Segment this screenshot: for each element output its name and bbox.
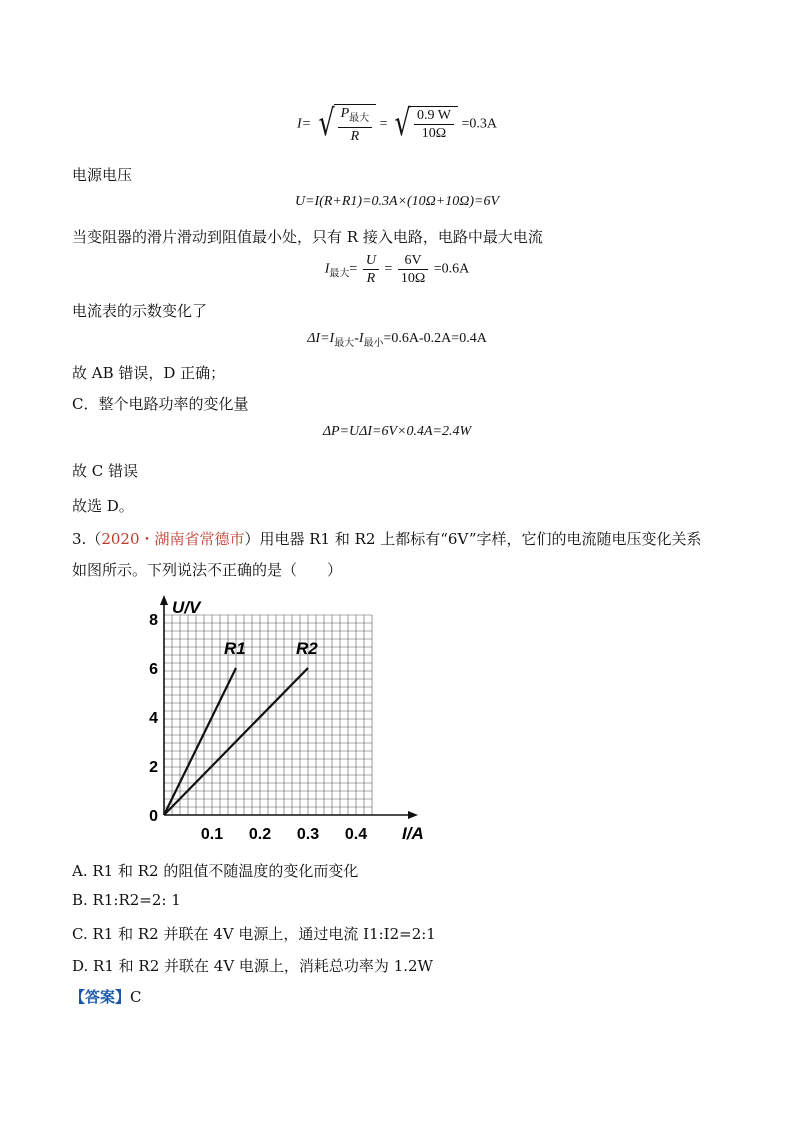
y-axis-arrow	[160, 595, 168, 605]
eq1-psub: 最大	[349, 112, 370, 124]
eq1-result: =0.3A	[461, 116, 497, 132]
answer-label: 【答案】	[70, 988, 131, 1006]
x-tick-label: 0.4	[344, 826, 368, 843]
series-label-r1: R1	[224, 639, 246, 658]
x-tick-label: 0.3	[296, 826, 320, 843]
eq3-den: R	[366, 271, 376, 286]
eq4-asub: 最大	[334, 337, 355, 349]
eq3-lhs: I	[324, 261, 330, 277]
eq3-num2: 6V	[398, 252, 428, 270]
x-tick-label: 0.1	[200, 826, 224, 843]
answer-value: C	[130, 988, 142, 1006]
question-source: 2020・湖南省常德市	[101, 530, 245, 548]
option-c: C. R1 和 R2 并联在 4V 电源上，通过电流 I1:I2=2:1	[72, 925, 436, 943]
text-ammeter-change: 电流表的示数变化了	[72, 302, 208, 320]
series-label-r2: R2	[296, 639, 318, 658]
eq1-sqrt-1: √ $\frac{P_{最大}}{R}$	[315, 104, 377, 145]
text-c-intro: C．整个电路功率的变化量	[72, 395, 249, 413]
text-choose-d: 故选 D。	[72, 497, 134, 515]
question-number: 3.（	[72, 530, 102, 548]
option-d: D. R1 和 R2 并联在 4V 电源上，消耗总功率为 1.2W	[72, 957, 433, 975]
option-b: B. R1:R2=2: 1	[72, 891, 181, 909]
eq1-den2: 10Ω	[421, 126, 447, 142]
equation-supply-voltage: U=I(R+R1)=0.3A×(10Ω+10Ω)=6V	[294, 194, 500, 209]
y-tick-label: 0	[149, 808, 158, 825]
eq3-lhssub: 最大	[329, 268, 350, 280]
eq4-bsub: 最小	[363, 337, 384, 349]
eq3-den2: 10Ω	[400, 271, 426, 286]
u-i-chart	[132, 595, 432, 855]
eq3-eq: =	[349, 261, 358, 277]
equation-power-change: ΔP=UΔI=6V×0.4A=2.4W	[322, 424, 472, 439]
text-slider-position: 当变阻器的滑片滑动到阻值最小处，只有 R 接入电路，电路中最大电流	[72, 228, 543, 246]
y-tick-label: 2	[149, 759, 158, 776]
x-tick-label: 0.2	[248, 826, 272, 843]
eq3-num: U	[363, 252, 379, 270]
answer-line	[70, 986, 142, 1007]
y-tick-label: 4	[149, 710, 158, 727]
eq4-b: -I	[354, 331, 364, 346]
y-tick-label: 8	[149, 612, 158, 629]
eq4-c: =0.6A-0.2A=0.4A	[383, 331, 487, 346]
y-axis-label: U/V	[172, 598, 201, 617]
series-line-r1	[164, 668, 236, 815]
eq1-r: R	[350, 128, 360, 144]
equation-current-change	[0, 331, 794, 349]
text-c-wrong: 故 C 错误	[72, 462, 139, 480]
text-ab-wrong: 故 AB 错误，D 正确；	[72, 364, 226, 382]
eq1-sqrt-2: √ $\frac{0.9 W}{10\Omega}$	[391, 106, 458, 142]
y-tick-label: 6	[149, 661, 158, 678]
eq1-num2: 0.9 W	[414, 107, 454, 125]
eq1-p: P	[340, 106, 350, 121]
eq1-eqsign: =	[379, 116, 388, 132]
equation-max-current: $I_{最大}=$ $\frac{U}{R}$ = $\frac{6V}{10\Omega}$ =0.6A	[324, 253, 470, 286]
eq1-lhs: I=	[297, 116, 312, 132]
option-a: A. R1 和 R2 的阻值不随温度的变化而变化	[72, 862, 359, 880]
x-axis-label: I/A	[402, 824, 424, 843]
question-3-line-2: 如图所示。下列说法不正确的是（ ）	[72, 561, 343, 579]
eq4-a: ΔI=I	[307, 331, 335, 346]
x-axis-arrow	[408, 811, 418, 819]
eq3-result: =0.6A	[433, 261, 470, 277]
text-supply-voltage: 电源电压	[72, 166, 133, 184]
question-3-line-1	[72, 528, 702, 549]
question-text-1: ）用电器 R1 和 R2 上都标有“6V”字样，它们的电流随电压变化关系	[244, 530, 702, 548]
equation-current-max-power	[0, 104, 794, 145]
